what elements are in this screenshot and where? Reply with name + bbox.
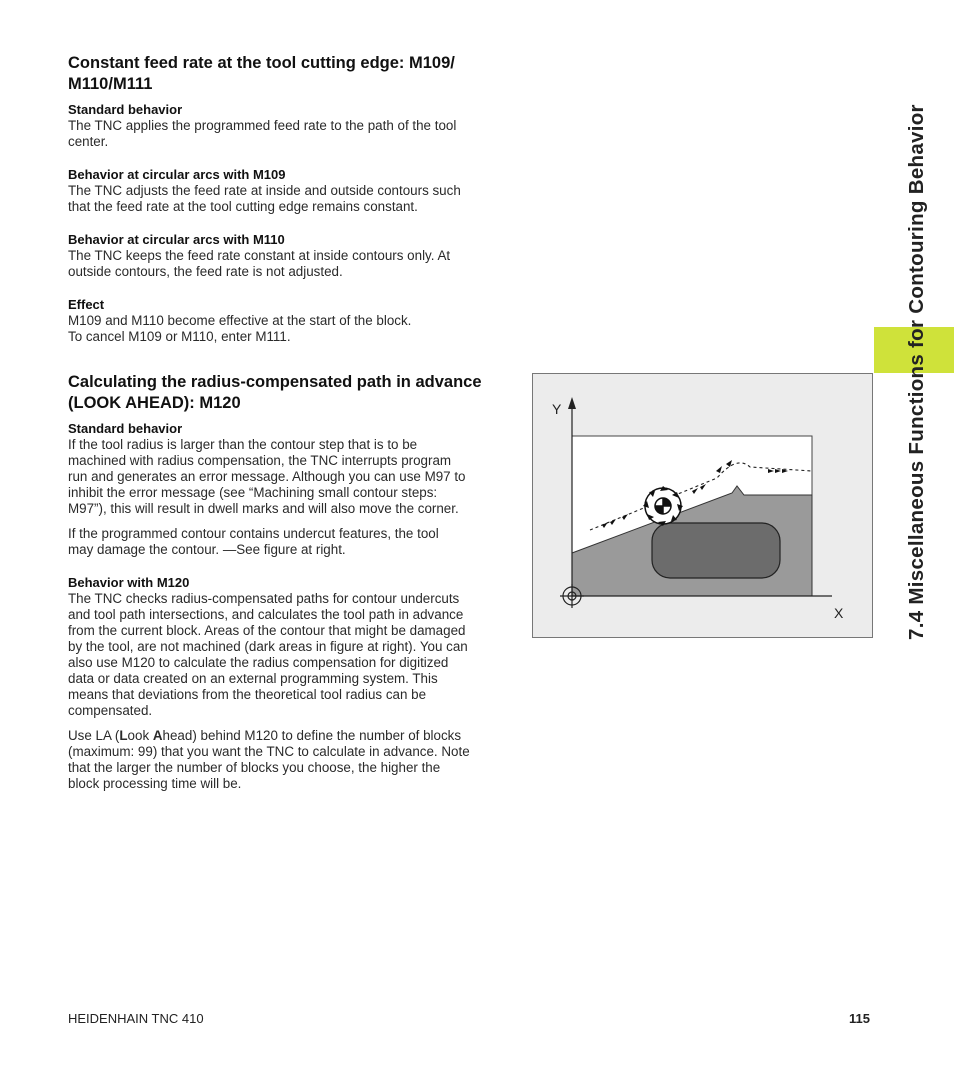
text-line: The TNC adjusts the feed rate at inside and outside contours such: [68, 183, 461, 198]
lookahead-figure: [532, 373, 873, 638]
text-line: compensated.: [68, 703, 153, 718]
text-line: The TNC applies the programmed feed rate to the path of the tool: [68, 118, 457, 133]
milling-tool-icon: [643, 486, 683, 526]
text-line: M97”), this will result in dwell marks and will also move the corner.: [68, 501, 459, 516]
text-line: data or data created on an external programming system. This: [68, 671, 438, 686]
text-line: block processing time will be.: [68, 776, 242, 791]
section2-standard-text: [68, 437, 466, 517]
bold-letter: L: [119, 728, 128, 743]
text-line: To cancel M109 or M110, enter M111.: [68, 329, 291, 344]
text-line: The TNC checks radius-compensated paths for contour undercuts: [68, 591, 460, 606]
text-line: that the feed rate at the tool cutting edge remains constant.: [68, 199, 418, 214]
text-segment: Use LA (: [68, 728, 120, 743]
section1-standard-title: Standard behavior: [68, 102, 183, 117]
effect-title: Effect: [68, 297, 105, 312]
m109-text: [68, 183, 461, 215]
section1-standard-text: [68, 118, 456, 150]
effect-text: [68, 313, 411, 345]
text-line: run and generates an error message. Although you can use M97 to: [68, 469, 466, 484]
y-axis-label: Y: [552, 401, 562, 417]
text-line: that the larger the number of blocks you choose, the higher the: [68, 760, 441, 775]
m110-title: Behavior at circular arcs with M110: [68, 232, 285, 247]
dark-area: [652, 523, 780, 578]
text-line: M109 and M110 become effective at the start of the block.: [68, 313, 412, 328]
text-line: If the programmed contour contains undercut features, the tool: [68, 526, 439, 541]
section2-heading-line2: (LOOK AHEAD): M120: [68, 394, 241, 412]
m109-title: Behavior at circular arcs with M109: [68, 167, 286, 182]
undercut-text: [68, 526, 439, 558]
m120-title: Behavior with M120: [68, 575, 190, 590]
m110-text: [68, 248, 450, 280]
text-segment: head) behind M120 to define the number of blocks: [162, 728, 462, 743]
text-line: (maximum: 99) that you want the TNC to calculate in advance. Note: [68, 744, 470, 759]
text-line: center.: [68, 134, 109, 149]
text-line: inhibit the error message (see “Machining small contour steps:: [68, 485, 438, 500]
x-axis-label: X: [834, 605, 844, 621]
m120-text: [68, 591, 468, 719]
text-line: by the tool, are not machined (dark areas in figure at right). You can: [68, 639, 468, 654]
text-line: If the tool radius is larger than the contour step that is to be: [68, 437, 418, 452]
footer-product: HEIDENHAIN TNC 410: [68, 1011, 204, 1026]
section2-heading-line1: Calculating the radius-compensated path in advance: [68, 373, 482, 391]
bold-letter: A: [152, 728, 163, 743]
text-line: The TNC keeps the feed rate constant at inside contours only. At: [68, 248, 451, 263]
text-line: outside contours, the feed rate is not adjusted.: [68, 264, 343, 279]
text-line: may damage the contour. —See figure at right.: [68, 542, 346, 557]
section1-heading-line1: Constant feed rate at the tool cutting edge: M109/: [68, 54, 455, 72]
text-segment: ook: [127, 728, 153, 743]
text-line: means that deviations from the theoretical tool radius can be: [68, 687, 427, 702]
text-line: and tool path intersections, and calculates the tool path in advance: [68, 607, 464, 622]
section1-heading-line2: M110/M111: [68, 75, 153, 93]
lookahead-text: [68, 728, 470, 792]
section2-standard-title: Standard behavior: [68, 421, 183, 436]
section1-heading: [68, 53, 455, 95]
text-line: machined with radius compensation, the TNC interrupts program: [68, 453, 452, 468]
text-line: from the current block. Areas of the contour that might be damaged: [68, 623, 466, 638]
text-line: also use M120 to calculate the radius compensation for digitized: [68, 655, 449, 670]
chapter-title-container: [875, 40, 935, 640]
chapter-title: 7.4 Miscellaneous Functions for Contouring Behavior: [905, 104, 928, 640]
section2-heading: [68, 372, 482, 414]
page-number: 115: [849, 1011, 870, 1026]
